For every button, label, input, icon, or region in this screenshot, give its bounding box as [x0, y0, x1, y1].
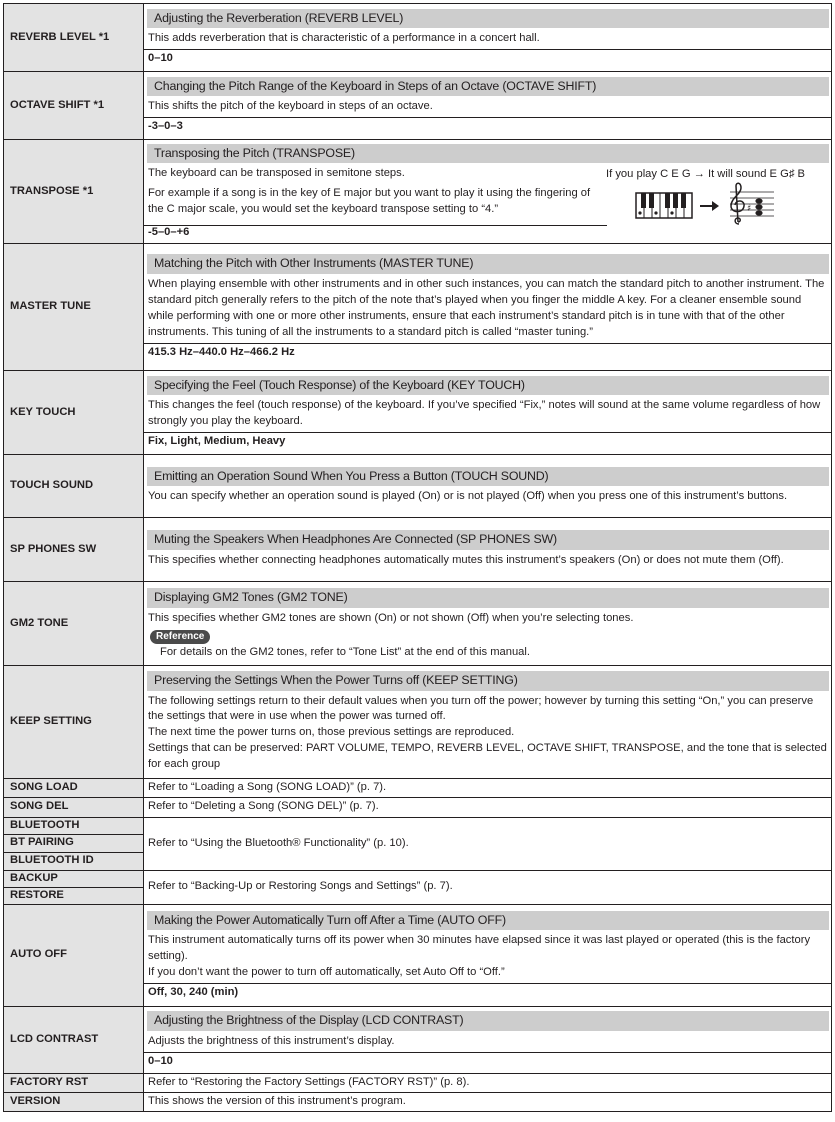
row-gm2-tone	[4, 582, 832, 666]
row-song-del	[4, 797, 832, 817]
param-label: VERSION	[4, 1092, 144, 1111]
description: When playing ensemble with other instruments and in other such instances, you can match the standard pitch to another instrument. The standard pitch generally refers to the pitch of the note that’s played when you finger the middle A key. For a cleaner ensemble sound while performing with one or more other instruments, ensure that each instrument’s standard pitch is in tune with that of the other instruments. This tuning of all the instruments to a standard pitch is called “master tuning.”	[148, 278, 825, 338]
section-heading: Making the Power Automatically Turn off After a Time (AUTO OFF)	[147, 911, 829, 931]
value-range: 415.3 Hz–440.0 Hz–466.2 Hz	[144, 343, 831, 362]
param-label: KEEP SETTING	[4, 666, 144, 779]
param-label: SONG LOAD	[4, 779, 144, 798]
row-touch-sound	[4, 455, 832, 518]
row-song-load	[4, 779, 832, 798]
section-heading: Adjusting the Brightness of the Display (LCD CONTRAST)	[147, 1011, 829, 1031]
value-range: -5–0–+6	[148, 226, 190, 239]
transpose-figure	[606, 166, 828, 226]
reference-badge: Reference	[150, 630, 210, 644]
value-range: Off, 30, 240 (min)	[144, 983, 831, 1002]
row-auto-off	[4, 904, 832, 1006]
description: This shifts the pitch of the keyboard in steps of an octave.	[148, 100, 433, 113]
param-label: BLUETOOTH	[4, 817, 144, 834]
figure-caption: If you play C E G → It will sound E G♯ B	[606, 168, 805, 181]
description: Refer to “Restoring the Factory Settings (FACTORY RST)” (p. 8).	[148, 1075, 470, 1088]
value-range: -3–0–3	[144, 117, 831, 136]
value-range: 0–10	[144, 49, 831, 68]
description: This instrument automatically turns off its power when 30 minutes have elapsed since it was last played or operated (this is the factory setting).	[148, 934, 811, 963]
row-backup	[4, 870, 832, 887]
param-label: OCTAVE SHIFT *1	[4, 72, 144, 140]
reference-text: For details on the GM2 tones, refer to “Tone List” at the end of this manual.	[160, 645, 531, 658]
description: This changes the feel (touch response) of the keyboard. If you’ve specified “Fix,” notes will sound at the same volume regardless of how strongly you play the keyboard.	[148, 399, 821, 428]
description: Refer to “Backing-Up or Restoring Songs and Settings” (p. 7).	[148, 880, 453, 893]
description: The following settings return to their default values when you turn off the power; however by turning this setting “On,” you can preserve the settings that were in use when the power was turned off.	[148, 694, 814, 723]
description: The keyboard can be transposed in semitone steps.	[148, 167, 405, 180]
description: Refer to “Using the Bluetooth® Functionality” (p. 10).	[148, 836, 409, 849]
param-label: KEY TOUCH	[4, 371, 144, 455]
row-version	[4, 1092, 832, 1111]
section-heading: Matching the Pitch with Other Instruments (MASTER TUNE)	[147, 254, 829, 274]
param-label: GM2 TONE	[4, 582, 144, 666]
param-label: BT PAIRING	[4, 834, 144, 852]
param-label: AUTO OFF	[4, 904, 144, 1006]
arrow-right-icon	[700, 201, 719, 211]
description: Adjusts the brightness of this instrument’s display.	[148, 1034, 395, 1047]
description-2: If you don’t want the power to turn off automatically, set Auto Off to “Off.”	[148, 966, 505, 979]
section-heading: Adjusting the Reverberation (REVERB LEVEL)	[147, 9, 829, 29]
section-heading: Specifying the Feel (Touch Response) of the Keyboard (KEY TOUCH)	[147, 376, 829, 396]
section-heading: Displaying GM2 Tones (GM2 TONE)	[147, 588, 829, 608]
param-label: TRANSPOSE *1	[4, 140, 144, 244]
description: You can specify whether an operation sound is played (On) or is not played (Off) when you press one of this instrument’s buttons.	[148, 490, 788, 503]
row-factory-rst	[4, 1073, 832, 1092]
description: Refer to “Loading a Song (SONG LOAD)” (p. 7).	[148, 781, 387, 793]
music-staff-icon	[730, 184, 774, 225]
param-label: SP PHONES SW	[4, 518, 144, 582]
section-heading: Changing the Pitch Range of the Keyboard in Steps of an Octave (OCTAVE SHIFT)	[147, 77, 829, 97]
param-label: BLUETOOTH ID	[4, 852, 144, 870]
section-heading: Muting the Speakers When Headphones Are Connected (SP PHONES SW)	[147, 530, 829, 550]
row-sp-phones-sw	[4, 518, 832, 582]
row-bluetooth	[4, 817, 832, 834]
row-octave-shift	[4, 72, 832, 140]
param-label: FACTORY RST	[4, 1073, 144, 1092]
description-example: For example if a song is in the key of E major but you want to play it using the fingering of the C major scale, you would set the keyboard transpose setting to “4.”	[148, 187, 591, 216]
row-keep-setting	[4, 666, 832, 779]
row-lcd-contrast	[4, 1006, 832, 1073]
description: Refer to “Deleting a Song (SONG DEL)” (p. 7).	[148, 800, 379, 813]
param-label: LCD CONTRAST	[4, 1006, 144, 1073]
value-range: Fix, Light, Medium, Heavy	[144, 432, 831, 451]
param-label: REVERB LEVEL *1	[4, 4, 144, 72]
description: This specifies whether GM2 tones are shown (On) or not shown (Off) when you’re selecting tones.	[148, 611, 634, 624]
settings-table-wrapper	[3, 3, 832, 1112]
settings-table	[3, 3, 832, 1112]
param-label: TOUCH SOUND	[4, 455, 144, 518]
row-master-tune	[4, 244, 832, 371]
row-key-touch	[4, 371, 832, 455]
param-label: MASTER TUNE	[4, 244, 144, 371]
row-reverb-level	[4, 4, 832, 72]
section-heading: Preserving the Settings When the Power Turns off (KEEP SETTING)	[147, 671, 829, 691]
svg-text:♯: ♯	[747, 204, 752, 215]
description: This shows the version of this instrument’s program.	[148, 1094, 406, 1107]
value-range: 0–10	[144, 1052, 831, 1071]
description: This specifies whether connecting headphones automatically mutes this instrument’s speakers (On) or does not mute them (Off).	[148, 553, 784, 566]
keyboard-icon	[636, 193, 692, 218]
description-3: Settings that can be preserved: PART VOLUME, TEMPO, REVERB LEVEL, OCTAVE SHIFT, TRANSPOSE, and the tone that is selected for each group	[148, 742, 827, 771]
description-2: The next time the power turns on, those previous settings are reproduced.	[148, 726, 515, 739]
param-label: BACKUP	[4, 870, 144, 887]
section-heading: Transposing the Pitch (TRANSPOSE)	[147, 144, 829, 164]
param-label: SONG DEL	[4, 797, 144, 817]
param-label: RESTORE	[4, 887, 144, 904]
keyboard-to-staff-illustration	[606, 166, 828, 226]
row-transpose	[4, 140, 832, 244]
section-heading: Emitting an Operation Sound When You Press a Button (TOUCH SOUND)	[147, 467, 829, 487]
description: This adds reverberation that is characteristic of a performance in a concert hall.	[148, 32, 540, 45]
